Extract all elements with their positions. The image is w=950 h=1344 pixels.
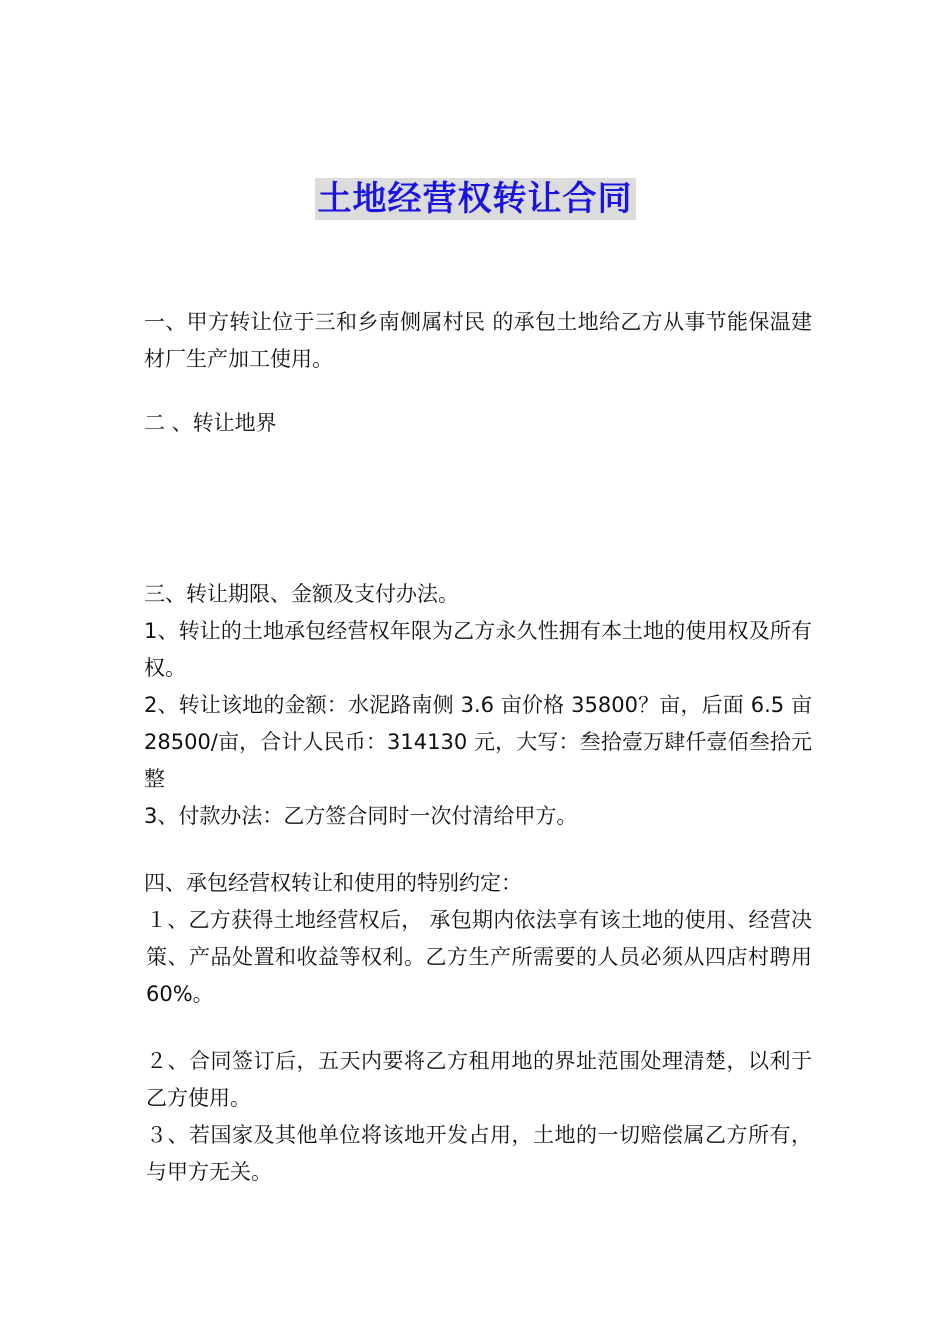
spacer xyxy=(144,835,812,865)
clause-2-boundary-heading: 二 、转让地界 xyxy=(144,411,277,435)
clause-4-item-3: ３、若国家及其他单位将该地开发占用，土地的一切赔偿属乙方所有，与甲方无关。 xyxy=(146,1123,812,1184)
spacer xyxy=(144,442,812,576)
document-body xyxy=(144,304,812,1191)
clause-3-item-3: 3、付款办法：乙方签合同时一次付清给甲方。 xyxy=(144,804,578,828)
spacer xyxy=(144,378,812,405)
document-title: 土地经营权转让合同 xyxy=(315,178,636,220)
clause-3-item-2: 2、转让该地的金额：水泥路南侧 3.6 亩价格 35800？亩，后面 6.5 亩 28500/亩，合计人民币：314130 元，大写：叁拾壹万肆仟壹佰叁拾元整 xyxy=(144,693,812,791)
title-container xyxy=(0,178,950,220)
clause-3-item-1: 1、转让的土地承包经营权年限为乙方永久性拥有本土地的使用权及所有权。 xyxy=(144,619,812,680)
clause-3-heading: 三、转让期限、金额及支付办法。 xyxy=(144,582,459,606)
clause-4-item-2: ２、合同签订后，五天内要将乙方租用地的界址范围处理清楚，以利于乙方使用。 xyxy=(146,1049,812,1110)
clause-1-transfer-location: 一、甲方转让位于三和乡南侧属村民 的承包土地给乙方从事节能保温建材厂生产加工使用。 xyxy=(144,310,812,371)
clause-4-heading: 四、承包经营权转让和使用的特别约定： xyxy=(144,871,522,895)
clause-4-item-1: １、乙方获得土地经营权后， 承包期内依法享有该土地的使用、经营决策、产品处置和收益等权利。乙方生产所需要的人员必须从四店村聘用 60%。 xyxy=(146,908,812,1006)
spacer xyxy=(144,1013,812,1043)
